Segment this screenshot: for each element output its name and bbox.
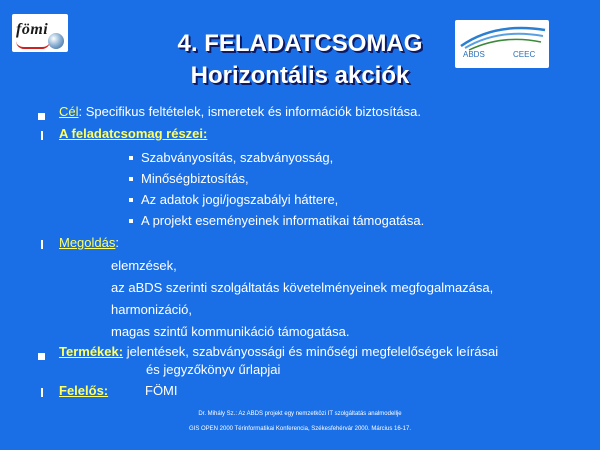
cel-line	[59, 104, 421, 119]
cel-label: Cél	[59, 104, 79, 119]
megoldas-heading: Megoldás:	[59, 235, 119, 250]
megoldas-label: Megoldás	[59, 235, 116, 250]
felelos-line	[59, 383, 108, 398]
fomi-logo-text: fömi	[16, 21, 49, 38]
reszei-item: Szabványosítás, szabványosság,	[129, 150, 333, 165]
reszei-item: Az adatok jogi/jogszabályi háttere,	[129, 192, 338, 207]
reszei-label: A feladatcsomag részei:	[59, 126, 208, 141]
megoldas-item: harmonizáció,	[111, 302, 192, 317]
reszei-heading	[59, 126, 207, 141]
termekek-line	[59, 344, 498, 359]
bullet-bar-icon	[41, 388, 43, 397]
felelos-label: Felelős:	[59, 383, 109, 398]
termekek-text-cont: és jegyzőkönyv űrlapjai	[146, 362, 281, 377]
megoldas-item: magas szintű kommunikáció támogatása.	[111, 324, 350, 339]
reszei-item: A projekt eseményeinek informatikai támogatása.	[129, 213, 424, 228]
footer-line-2: GIS OPEN 2000 Térinformatikai Konferencia, Székesfehérvár 2000. Március 16-17.	[189, 426, 411, 432]
small-square-icon	[129, 177, 133, 181]
small-square-icon	[129, 219, 133, 223]
bullet-square-icon	[38, 113, 45, 120]
bullet-bar-icon	[41, 240, 43, 249]
small-square-icon	[129, 156, 133, 160]
megoldas-item: elemzések,	[111, 258, 177, 273]
termekek-text: jelentések, szabványossági és minőségi megfelelőségek leírásai	[123, 344, 499, 359]
bullet-bar-icon	[41, 131, 43, 140]
small-square-icon	[129, 198, 133, 202]
termekek-label: Termékek:	[59, 344, 124, 359]
megoldas-item: az aBDS szerinti szolgáltatás követelményeinek megfogalmazása,	[111, 280, 494, 295]
footer-line-1: Dr. Mihály Sz.: Az ABDS projekt egy nemzetközi IT szolgáltatás analmodellje	[198, 411, 402, 417]
slide-title: 4. FELADATCSOMAG	[177, 30, 423, 57]
felelos-value: FÖMI	[145, 383, 178, 398]
logo-abds-text: ABDS	[463, 50, 485, 59]
logo-ceec-text: CEEC	[513, 50, 536, 59]
reszei-item: Minőségbiztosítás,	[129, 171, 249, 186]
bullet-square-icon	[38, 353, 45, 360]
slide-subtitle: Horizontális akciók	[190, 62, 410, 89]
cel-text: : Specifikus feltételek, ismeretek és információk biztosítása.	[78, 104, 421, 119]
